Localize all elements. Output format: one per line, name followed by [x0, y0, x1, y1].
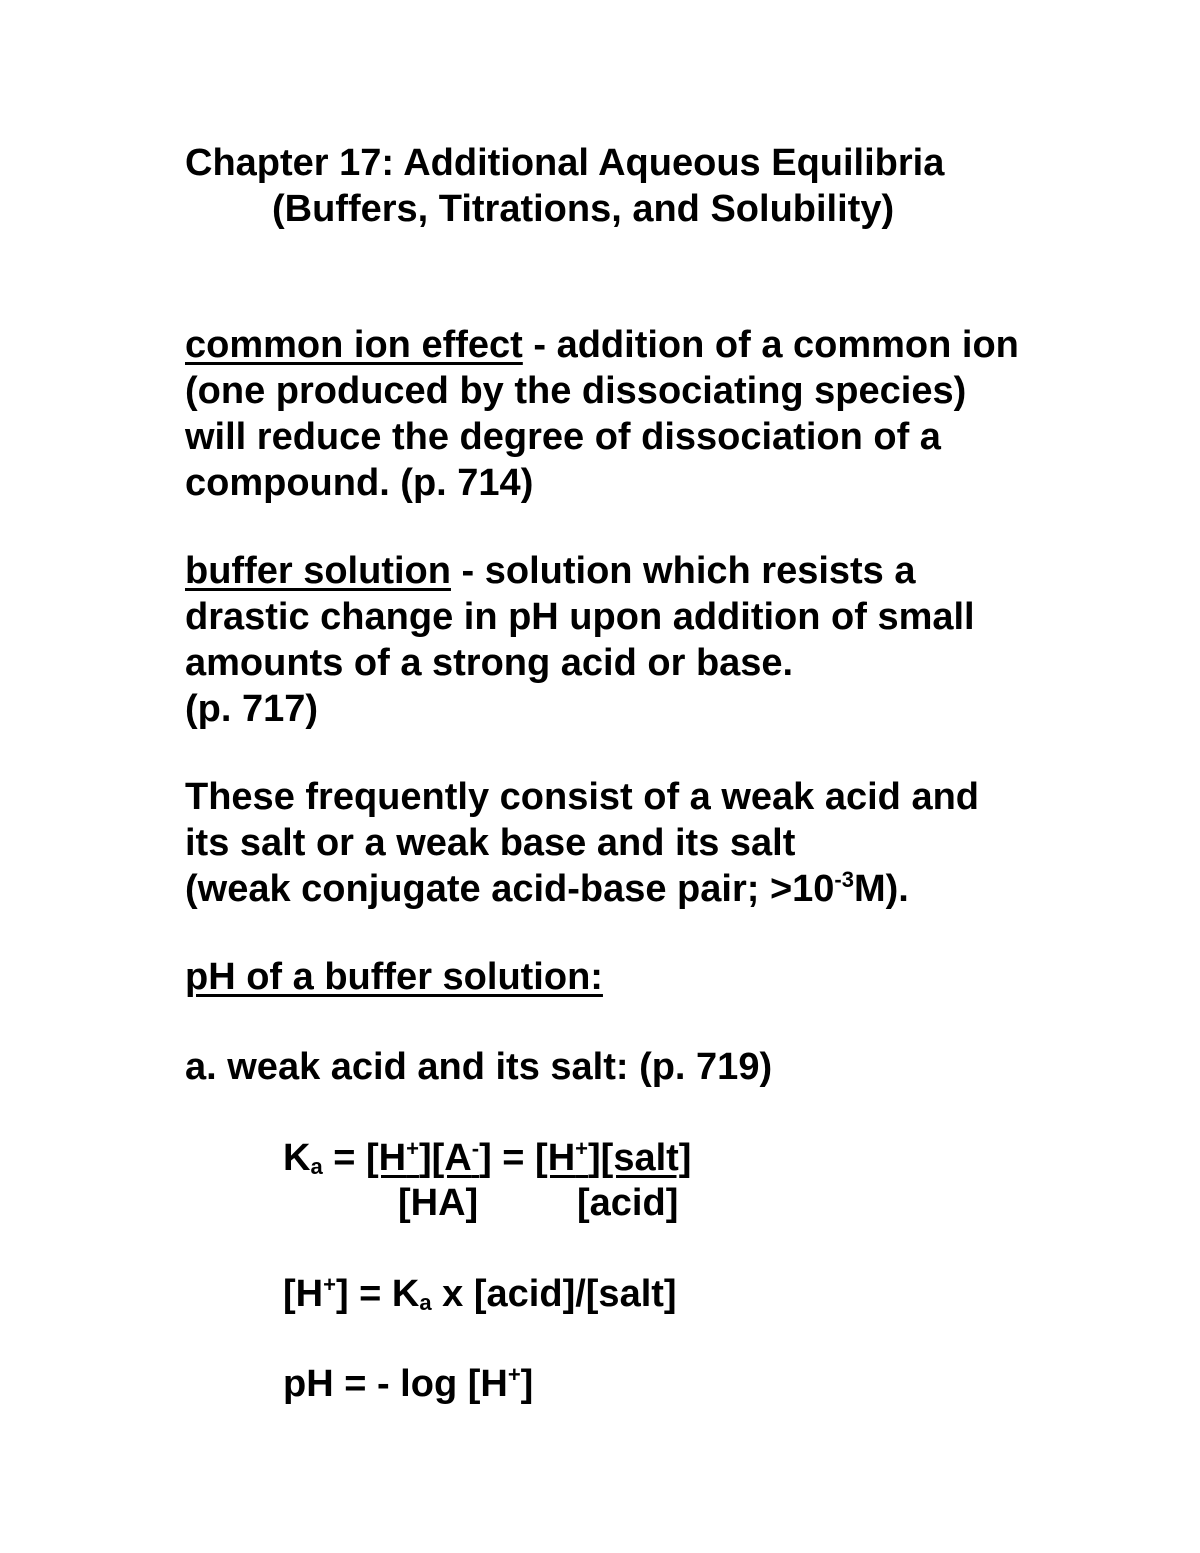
common-ion-line-2: (one produced by the dissociating species): [185, 370, 967, 412]
common-ion-def-start: - addition of a common ion: [522, 324, 1019, 366]
buffer-def-start: - solution which resists a: [450, 550, 916, 592]
common-ion-line-3: will reduce the degree of dissociation of a: [185, 416, 941, 458]
consist-end: M).: [853, 868, 909, 910]
common-ion-line-4: compound. (p. 714): [185, 462, 534, 504]
exponent: -3: [834, 867, 854, 892]
ph-equation: pH = - log [H+]: [283, 1362, 534, 1405]
consist-text: (weak conjugate acid-base pair; >10: [185, 868, 835, 910]
numerator-2: [H+][salt]: [535, 1136, 692, 1179]
buffer-line-3: amounts of a strong acid or base.: [185, 642, 794, 684]
chapter-title: Chapter 17: Additional Aqueous Equilibria: [185, 142, 945, 184]
numerator-1: [H+][A-]: [366, 1136, 492, 1179]
common-ion-term: common ion effect: [185, 324, 523, 366]
buffer-term: buffer solution: [185, 550, 451, 592]
k-symbol: K: [283, 1137, 311, 1179]
chapter-subtitle: (Buffers, Titrations, and Solubility): [272, 188, 895, 230]
part-a-heading: a. weak acid and its salt: (p. 719): [185, 1046, 773, 1088]
buffer-line-2: drastic change in pH upon addition of small: [185, 596, 975, 638]
h-equation: $[H^+] = K_a$ x [acid]/[salt]: [283, 1272, 677, 1315]
equals-2: =: [491, 1137, 536, 1179]
buffer-line-4: (p. 717): [185, 688, 319, 730]
ph-heading: pH of a buffer solution:: [185, 956, 603, 998]
common-ion-line-1: [185, 322, 1019, 368]
ka-equation: [283, 1135, 691, 1181]
denominator-2: [acid]: [577, 1182, 679, 1224]
consist-line-2: its salt or a weak base and its salt: [185, 822, 796, 864]
consist-line-1: These frequently consist of a weak acid and: [185, 776, 980, 818]
denominator-1: [HA]: [398, 1182, 479, 1224]
buffer-line-1: [185, 548, 916, 594]
equals: =: [322, 1137, 367, 1179]
a-subscript: a: [310, 1154, 323, 1179]
consist-line-3: [185, 866, 909, 912]
